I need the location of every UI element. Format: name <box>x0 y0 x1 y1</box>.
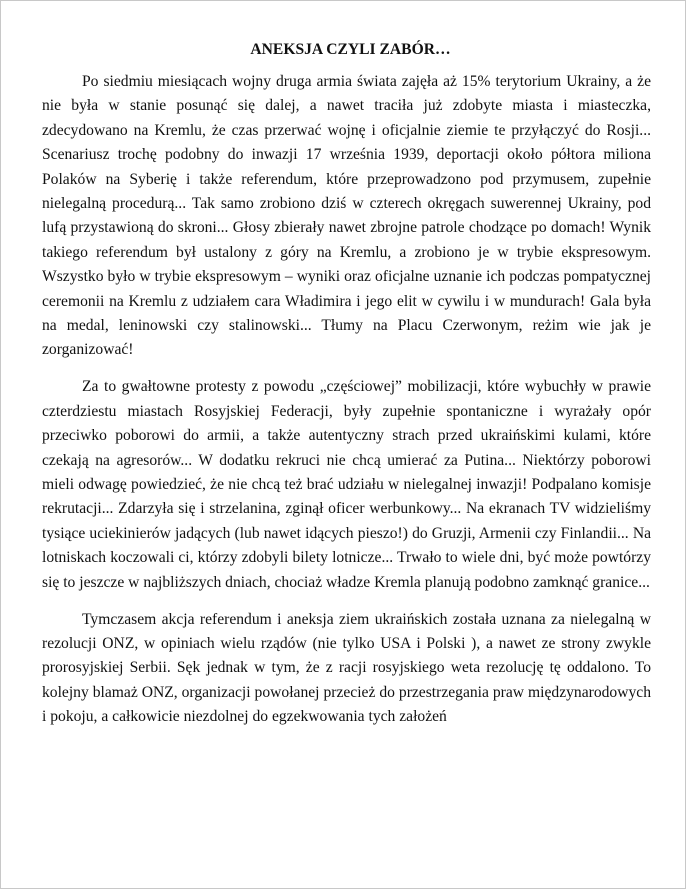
document-title: ANEKSJA CZYLI ZABÓR… <box>250 41 451 58</box>
paragraph-3: Tymczasem akcja referendum i aneksja ziem ukraińskich została uznana za nielegalną w rezolucji ONZ, w opiniach wielu rządów (nie tylko USA i Polski ), a nawet ze strony zwykle prorosyjskiej Serbii. Sęk jednak w tym, że z racji rosyjskiego weta rezolucję tę oddalono. To kolejny blamaż ONZ, organizacji powołanej przecież do przestrzegania praw międzynarodowych i pokoju, a całkowicie niezdolnej do egzekwowania tych założeń <box>42 610 651 726</box>
document-body <box>42 39 651 742</box>
paragraph-2: Za to gwałtowne protesty z powodu „częściowej” mobilizacji, które wybuchły w prawie czterdziestu miastach Rosyjskiej Federacji, były zupełnie spontaniczne i wyrażały opór przeciwko poborowi do armii, a także autentyczny strach przed ukraińskimi kulami, które czekają na agresorów... W dodatku rekruci nie chcą umierać za Putina... Niektórzy poborowi mieli odwagę powiedzieć, że nie chcą też brać udziału w nielegalnej inwazji! Podpalano komisje rekrutacji... Zdarzyła się i strzelanina, zginął oficer werbunkowy... Na ekranach TV widzieliśmy tysiące uciekinierów jadących (lub nawet idących pieszo!) do Gruzji, Armenii czy Finlandii... Na lotniskach koczowali ci, którzy zdobyli bilety lotnicze... Trwało to wiele dni, być może powtórzy się to jeszcze w najbliższych dniach, chociaż władze Kremla planują podobno zamknąć granice... <box>42 378 651 591</box>
paragraph-1: Po siedmiu miesiącach wojny druga armia świata zajęła aż 15% terytorium Ukrainy, a że nie była w stanie posunąć się dalej, a nawet traciła już zdobyte miasta i miasteczka, zdecydowano na Kremlu, że czas przerwać wojnę i oficjalnie ziemie te przyłączyć do Rosji... Scenariusz trochę podobny do inwazji 17 września 1939, deportacji około półtora miliona Polaków na Syberię i także referendum, które przeprowadzono pod przymusem, zupełnie nielegalną procedurą... Tak samo zrobiono dziś w czterech okręgach suwerennej Ukrainy, pod lufą przystawioną do skroni... Głosy zbierały nawet zbrojne patrole chodzące po domach! Wynik takiego referendum był ustalony z góry na Kremlu, a zrobiono je w trybie ekspresowym. Wszystko było w trybie ekspresowym – wyniki oraz oficjalne uznanie ich podczas pompatycznej ceremonii na Kremlu z udziałem cara Władimira i jego elit w cywilu i w mundurach! Gala była na medal, leninowski czy stalinowski... Tłumy na Placu Czerwonym, reżim wie jak je zorganizować! <box>42 73 651 359</box>
